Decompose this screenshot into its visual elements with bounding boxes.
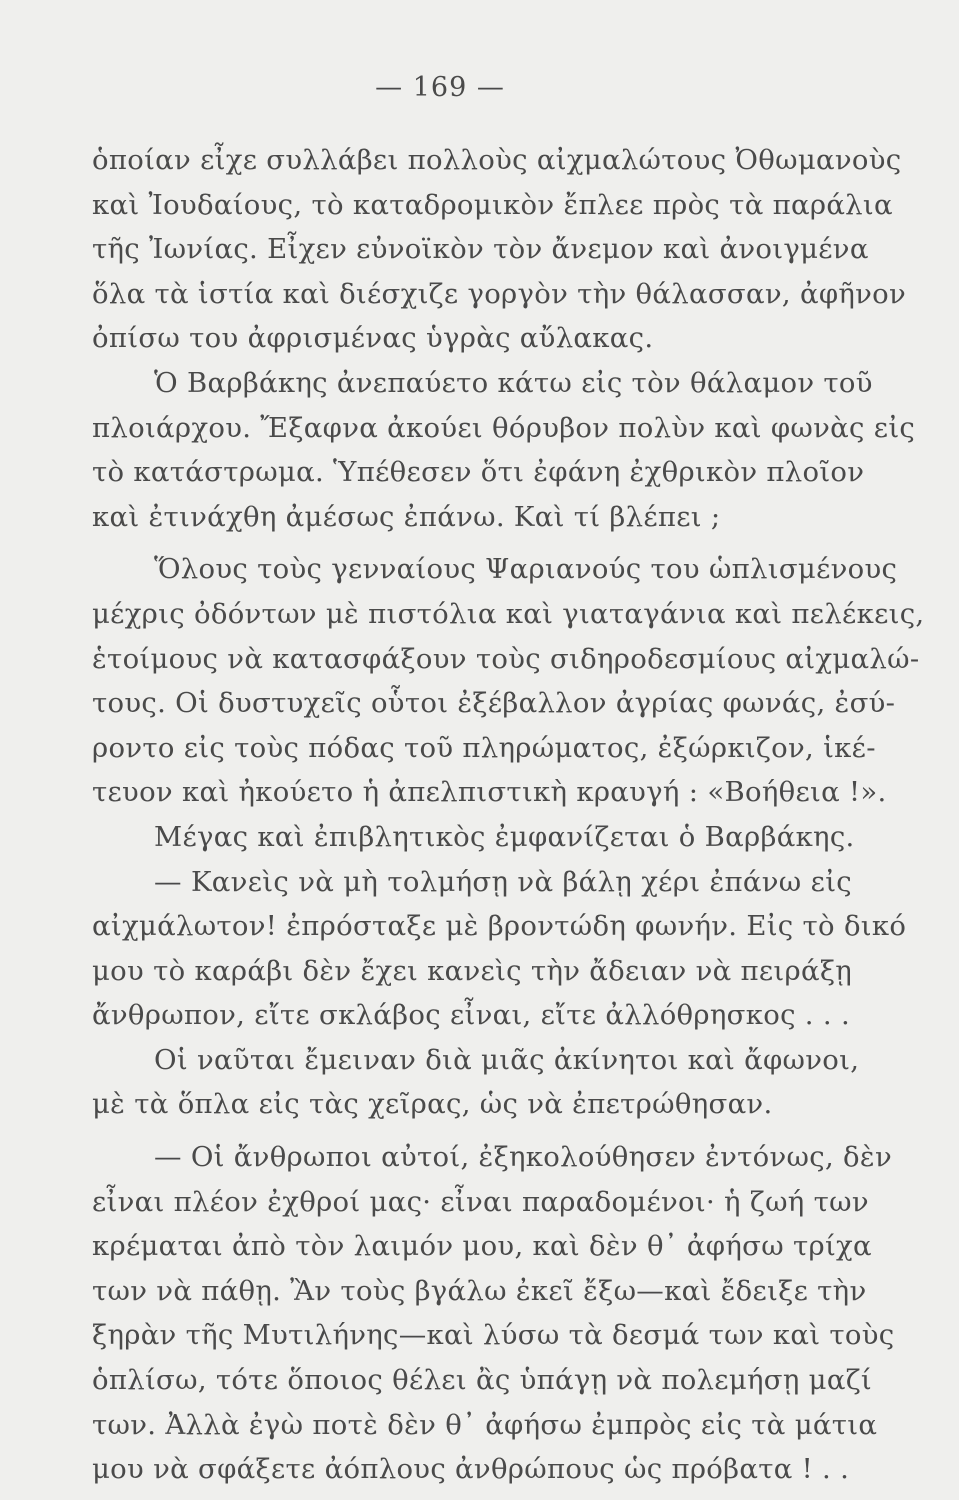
text-line: — Κανεὶς νὰ μὴ τολμήσῃ νὰ βάλῃ χέρι ἐπάνω εἰς xyxy=(154,865,852,898)
text-line: μου τὸ καράβι δὲν ἔχει κανεὶς τὴν ἄδειαν νὰ πειράξῃ xyxy=(92,954,853,987)
text-line: μου νὰ σφάξετε ἀόπλους ἀνθρώπους ὡς πρόβατα ! . . xyxy=(92,1453,850,1486)
text-line: μέχρις ὀδόντων μὲ πιστόλια καὶ γιαταγάνια καὶ πελέκεις, xyxy=(92,597,925,630)
text-line: των. Ἀλλὰ ἐγὼ ποτὲ δὲν θ᾽ ἀφήσω ἐμπρὸς εἰς τὰ μάτια xyxy=(92,1408,878,1441)
text-line: ἑτοίμους νὰ κατασφάξουν τοὺς σιδηροδεσμίους αἰχμαλώ- xyxy=(92,642,920,675)
text-line: Μέγας καὶ ἐπιβλητικὸς ἐμφανίζεται ὁ Βαρβάκης. xyxy=(154,820,855,853)
text-line: ὁποίαν εἶχε συλλάβει πολλοὺς αἰχμαλώτους Ὀθωμανοὺς xyxy=(92,144,902,176)
text-line: — Οἱ ἄνθρωποι αὐτοί, ἐξηκολούθησεν ἐντόνως, δὲν xyxy=(154,1141,892,1174)
text-line: ὅλα τὰ ἱστία καὶ διέσχιζε γοργὸν τὴν θάλασσαν, ἀφῆνον xyxy=(92,277,907,310)
text-line: καὶ ἐτινάχθη ἀμέσως ἐπάνω. Καὶ τί βλέπει ; xyxy=(92,500,721,533)
text-line: πλοιάρχου. Ἔξαφνα ἀκούει θόρυβον πολὺν καὶ φωνὰς εἰς xyxy=(92,411,916,444)
text-line: Ὅλους τοὺς γενναίους Ψαριανούς του ὡπλισμένους xyxy=(154,553,898,586)
text-line: Οἱ ναῦται ἔμειναν διὰ μιᾶς ἀκίνητοι καὶ ἄφωνοι, xyxy=(154,1043,860,1076)
page-number: — 169 — xyxy=(375,72,505,103)
text-line: ροντο εἰς τοὺς πόδας τοῦ πληρώματος, ἐξώρκιζον, ἱκέ- xyxy=(92,731,876,764)
text-line: τὸ κατάστρωμα. Ὑπέθεσεν ὅτι ἐφάνη ἐχθρικὸν πλοῖον xyxy=(92,456,865,489)
text-line: των νὰ πάθῃ. Ἂν τοὺς βγάλω ἐκεῖ ἔξω—καὶ ἔδειξε τὴν xyxy=(92,1274,867,1307)
text-line: αἰχμάλωτον! ἐπρόσταξε μὲ βροντώδη φωνήν. Εἰς τὸ δικό xyxy=(92,910,907,943)
text-line: κρέμαται ἀπὸ τὸν λαιμόν μου, καὶ δὲν θ᾽ ἀφήσω τρίχα xyxy=(92,1230,872,1263)
text-line: τευον καὶ ἠκούετο ἡ ἀπελπιστικὴ κραυγή : «Βοήθεια !». xyxy=(92,776,887,809)
text-line: ξηρὰν τῆς Μυτιλήνης—καὶ λύσω τὰ δεσμά των καὶ τοὺς xyxy=(92,1319,895,1352)
text-line: εἶναι πλέον ἐχθροί μας· εἶναι παραδομένοι· ἡ ζωή των xyxy=(92,1185,869,1218)
text-line: τῆς Ἰωνίας. Εἶχεν εὐνοϊκὸν τὸν ἄνεμον καὶ ἀνοιγμένα xyxy=(92,233,869,266)
text-line: καὶ Ἰουδαίους, τὸ καταδρομικὸν ἔπλεε πρὸς τὰ παράλια xyxy=(92,188,893,221)
text-line: ὁπλίσω, τότε ὅποιος θέλει ἂς ὑπάγῃ νὰ πολεμήσῃ μαζί xyxy=(92,1364,872,1397)
text-line: ὀπίσω του ἀφρισμένας ὑγρὰς αὔλακας. xyxy=(92,322,654,355)
text-line: Ὁ Βαρβάκης ἀνεπαύετο κάτω εἰς τὸν θάλαμον τοῦ xyxy=(154,366,873,399)
body-text xyxy=(92,138,925,1492)
text-line: ἄνθρωπον, εἴτε σκλάβος εἶναι, εἴτε ἀλλόθρησκος . . . xyxy=(92,999,851,1032)
text-line: μὲ τὰ ὅπλα εἰς τὰς χεῖρας, ὡς νὰ ἐπετρώθησαν. xyxy=(92,1088,773,1121)
text-line: τους. Οἱ δυστυχεῖς οὗτοι ἐξέβαλλον ἀγρίας φωνάς, ἐσύ- xyxy=(92,687,896,720)
